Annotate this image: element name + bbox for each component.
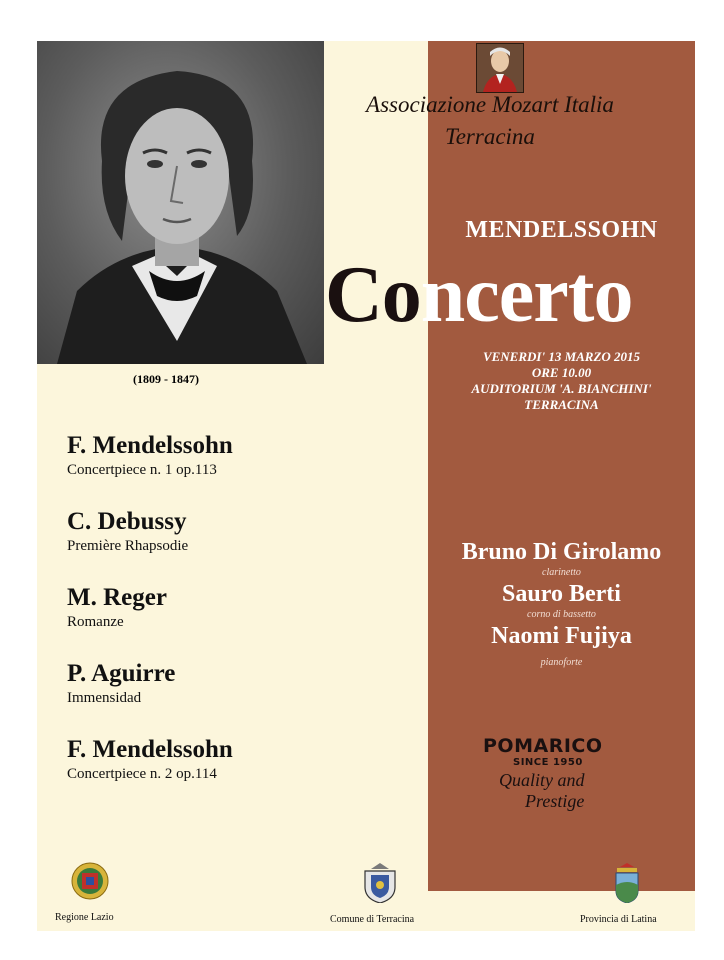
headline-composer: MENDELSSOHN — [465, 217, 658, 243]
regione-lazio-emblem-icon — [70, 861, 110, 906]
program-item — [67, 659, 407, 735]
comune-terracina-crest-icon — [361, 863, 399, 908]
event-date: VENERDI' 13 MARZO 2015 — [482, 349, 641, 364]
performers-list — [428, 538, 695, 670]
footer-right-label: Provincia di Latina — [580, 914, 657, 925]
association-name — [342, 89, 638, 153]
program-list — [67, 431, 407, 811]
program-item — [67, 507, 407, 583]
sponsor-brand: POMARICO — [483, 735, 603, 757]
program-work: Première Rhapsodie — [67, 538, 189, 554]
program-work: Concertpiece n. 2 op.114 — [67, 766, 217, 782]
performer-instrument: pianoforte — [540, 657, 583, 668]
performer-instrument: clarinetto — [542, 567, 581, 578]
program-composer: M. Reger — [67, 584, 167, 611]
title-rest-part: certo — [464, 251, 633, 339]
sponsor-logo — [469, 735, 649, 835]
composer-dates: (1809 - 1847) — [133, 372, 199, 386]
program-item — [67, 735, 407, 811]
program-composer: P. Aguirre — [67, 660, 176, 687]
performer-instrument: corno di bassetto — [527, 609, 596, 620]
program-work: Romanze — [67, 614, 124, 630]
program-work: Concertpiece n. 1 op.113 — [67, 462, 217, 478]
performer-name: Bruno Di Girolamo — [461, 539, 662, 565]
association-line2: Terracina — [445, 124, 535, 149]
sponsor-since: SINCE 1950 — [513, 757, 583, 768]
mozart-portrait-icon — [476, 43, 524, 93]
association-line1: Associazione Mozart Italia — [366, 92, 614, 117]
concert-poster — [37, 41, 695, 931]
sponsor-slogan-line1: Quality and — [499, 770, 585, 790]
headline-title — [325, 245, 632, 345]
footer-left-label: Regione Lazio — [55, 912, 114, 923]
program-item — [67, 583, 407, 659]
program-item — [67, 431, 407, 507]
event-city: TERRACINA — [524, 397, 599, 412]
program-work: Immensidad — [67, 690, 142, 706]
program-composer: F. Mendelssohn — [67, 736, 233, 763]
title-dark-part: Co — [325, 251, 421, 339]
performer-name: Sauro Berti — [502, 581, 621, 607]
composer-portrait — [37, 41, 324, 364]
event-time: ORE 10.00 — [531, 365, 592, 380]
provincia-latina-crest-icon — [614, 863, 640, 908]
sponsor-slogan-line2: Prestige — [525, 791, 585, 811]
portrait-drawing — [37, 41, 324, 364]
performer-name: Naomi Fujiya — [491, 623, 632, 649]
program-composer: C. Debussy — [67, 508, 187, 535]
event-details — [428, 349, 695, 413]
program-composer: F. Mendelssohn — [67, 432, 233, 459]
event-venue: AUDITORIUM 'A. BIANCHINI' — [471, 381, 652, 396]
footer-center-label: Comune di Terracina — [330, 914, 415, 925]
title-light-part: n — [420, 251, 465, 339]
